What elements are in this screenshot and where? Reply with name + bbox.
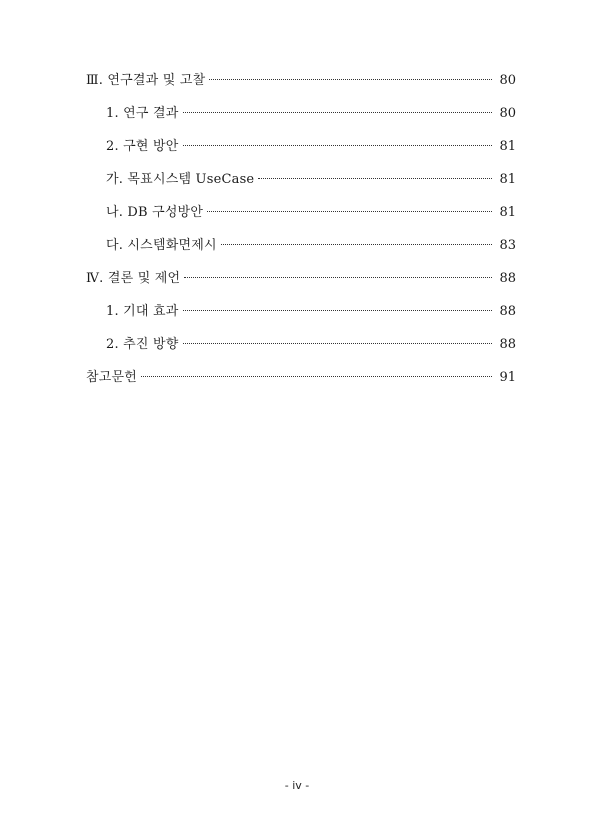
dot-leader [221,244,492,245]
toc-entry-label: 2. 추진 방향 [106,337,179,352]
toc-entry-label: 1. 기대 효과 [106,304,179,319]
toc-entry-chapter-4 [86,269,516,302]
toc-entry-label: 가. 목표시스템 UseCase [106,172,255,187]
toc-entry-future-direction [86,335,516,368]
toc-entry-page: 88 [499,337,516,352]
toc-entry-page: 91 [499,370,516,385]
toc-entry-page: 80 [499,73,516,88]
dot-leader [209,79,492,80]
toc-entry-label: Ⅳ. 결론 및 제언 [86,271,181,286]
toc-entry-target-system-usecase [86,170,516,203]
page-number: - iv - [284,779,310,792]
toc-entry-label: Ⅲ. 연구결과 및 고찰 [86,73,206,88]
dot-leader [183,145,493,146]
toc-entry-implementation-plan [86,137,516,170]
dot-leader [183,343,493,344]
dot-leader [183,310,493,311]
dot-leader [258,178,492,179]
toc-entry-expected-effects [86,302,516,335]
dot-leader [207,211,492,212]
toc-entry-page: 88 [499,271,516,286]
toc-entry-page: 81 [499,205,516,220]
toc-entry-page: 81 [499,139,516,154]
toc-entry-label: 1. 연구 결과 [106,106,179,121]
table-of-contents [86,71,516,401]
toc-entry-research-results [86,104,516,137]
toc-entry-chapter-3 [86,71,516,104]
toc-entry-label: 나. DB 구성방안 [106,205,204,220]
toc-entry-label: 참고문헌 [86,370,138,385]
toc-entry-label: 다. 시스템화면제시 [106,238,217,253]
toc-entry-db-configuration [86,203,516,236]
toc-entry-system-screens [86,236,516,269]
dot-leader [183,112,493,113]
toc-entry-references [86,368,516,401]
dot-leader [141,376,492,377]
toc-entry-page: 88 [499,304,516,319]
toc-entry-page: 80 [499,106,516,121]
toc-entry-label: 2. 구현 방안 [106,139,179,154]
dot-leader [184,277,492,278]
toc-entry-page: 83 [499,238,516,253]
toc-entry-page: 81 [499,172,516,187]
